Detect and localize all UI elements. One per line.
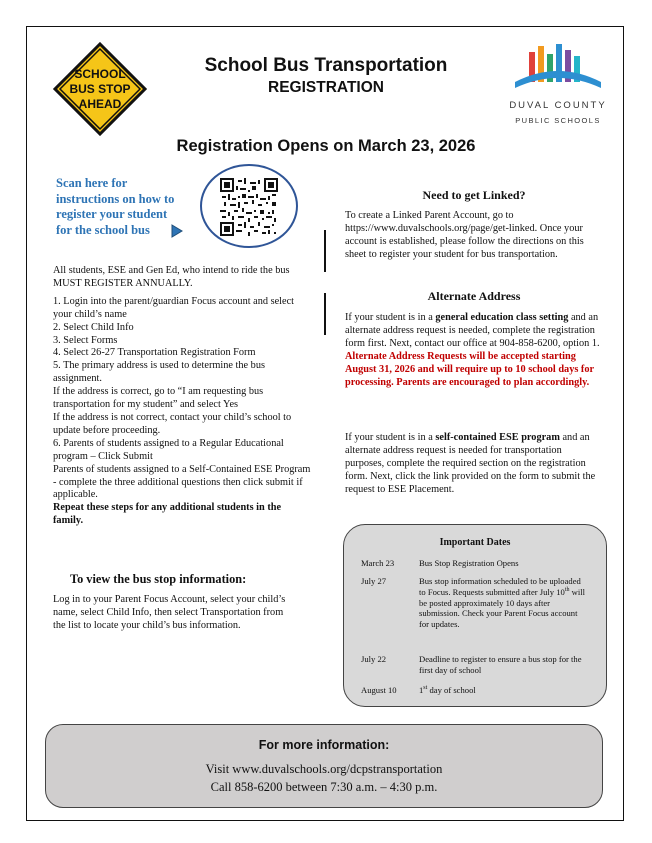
page-title: [170, 55, 482, 98]
bus-stop-sign-icon: [53, 42, 147, 136]
more-info-heading: For more information:: [258, 738, 390, 752]
linked-heading: Need to get Linked?: [422, 188, 526, 202]
logo-name-line1: DUVAL COUNTY: [509, 100, 607, 111]
title-sub: REGISTRATION: [268, 79, 384, 96]
linked-text: To create a Linked Parent Account, go to https://www.duvalschools.org/page/get-linked. Once your account is established, please follow the directions on this sheet to register your student for bus transportation.: [345, 210, 584, 260]
view-bus-stop-heading: To view the bus stop information:: [70, 572, 247, 586]
step-item: If the address is correct, go to “I am requesting bus transportation for my student” and select Yes: [53, 386, 264, 411]
step-item: 1. Login into the parent/guardian Focus account and select your child’s name: [53, 295, 295, 320]
qr-code-icon[interactable]: [220, 178, 278, 241]
step-item: 2. Select Child Info: [53, 321, 134, 333]
alternate-heading: Alternate Address: [427, 289, 521, 303]
scan-line1: Scan here for: [56, 176, 128, 190]
step-item: 4. Select 26-27 Transportation Registration Form: [53, 347, 256, 359]
alternate-text-general: If your student is in a general education class setting and an alternate address request is needed, complete the registration form first. Next, contact our office at 904-858-6200, option 1. Alternate Address Requests will be accepted starting August 31, 2026 and will require up to 10 school days for processing. Parents are encouraged to plan accordingly.: [345, 312, 600, 388]
sign-line1: SCHOOL: [74, 67, 126, 81]
step-item: 3. Select Forms: [53, 334, 118, 346]
title-main: School Bus Transportation: [204, 55, 448, 76]
step-item: 5. The primary address is used to determine the bus assignment.: [53, 360, 265, 385]
scan-line2: instructions on how to: [56, 191, 175, 206]
intro-text: All students, ESE and Gen Ed, who intend to ride the bus MUST REGISTER ANNUALLY.: [53, 265, 290, 289]
repeat-note: Repeat these steps for any additional students in the family.: [53, 502, 282, 527]
more-info-phone: Call 858-6200 between 7:30 a.m. – 4:30 p.m.: [210, 780, 438, 794]
registration-headline: Registration Opens on March 23, 2026: [176, 137, 476, 155]
column-divider-bottom: [324, 293, 326, 335]
step-item: 6. Parents of students assigned to a Regular Educational program – Click Submit: [53, 437, 284, 462]
registration-steps: [53, 265, 313, 528]
more-info-box: [45, 724, 603, 808]
scan-line4: for the school bus: [56, 222, 150, 237]
alternate-text-ese: If your student is in a self-contained ESE program and an alternate address request is needed for transportation purposes, complete the required section on the registration form. Next, click the link provided on the form to submit the request to ESE Placement.: [345, 432, 596, 495]
arrow-right-icon: [171, 224, 183, 243]
view-bus-stop-text: Log in to your Parent Focus Account, select your child’s name, select Child Info, then select Transportation from the list to locate your child’s bus information.: [53, 594, 286, 631]
step-item: If the address is not correct, contact your child’s school to update before proceeding.: [53, 411, 292, 436]
more-info-website[interactable]: Visit www.duvalschools.org/dcpstransportation: [205, 762, 443, 776]
sign-line2: BUS STOP: [69, 82, 131, 96]
sign-line3: AHEAD: [78, 97, 122, 111]
column-divider-top: [324, 230, 326, 272]
logo-name-line2: PUBLIC SCHOOLS: [515, 116, 601, 125]
district-logo: [503, 42, 613, 132]
important-dates-box: Important Dates March 23 Bus Stop Registration Opens July 27 Bus stop information scheduled to be uploaded to Focus. Requests submitted after July 10th will be posted approximately 10 days after submission. Check your Parent Focus account for updates. July 22 Deadline to register to ensure a bus stop for the first day of school August 10 1st day of school: [343, 524, 607, 707]
alternate-warning: Alternate Address Requests will be accepted starting August 31, 2026 and will require up to 10 school days for processing. Parents are encouraged to plan accordingly.: [345, 351, 594, 388]
logo-bars-icon: [511, 42, 605, 96]
step-item: Parents of students assigned to a Self-Contained ESE Program - complete the three additional questions then click submit if applicable.: [53, 463, 311, 501]
scan-line3: register your student: [56, 207, 168, 221]
important-dates-heading: Important Dates: [439, 537, 511, 548]
